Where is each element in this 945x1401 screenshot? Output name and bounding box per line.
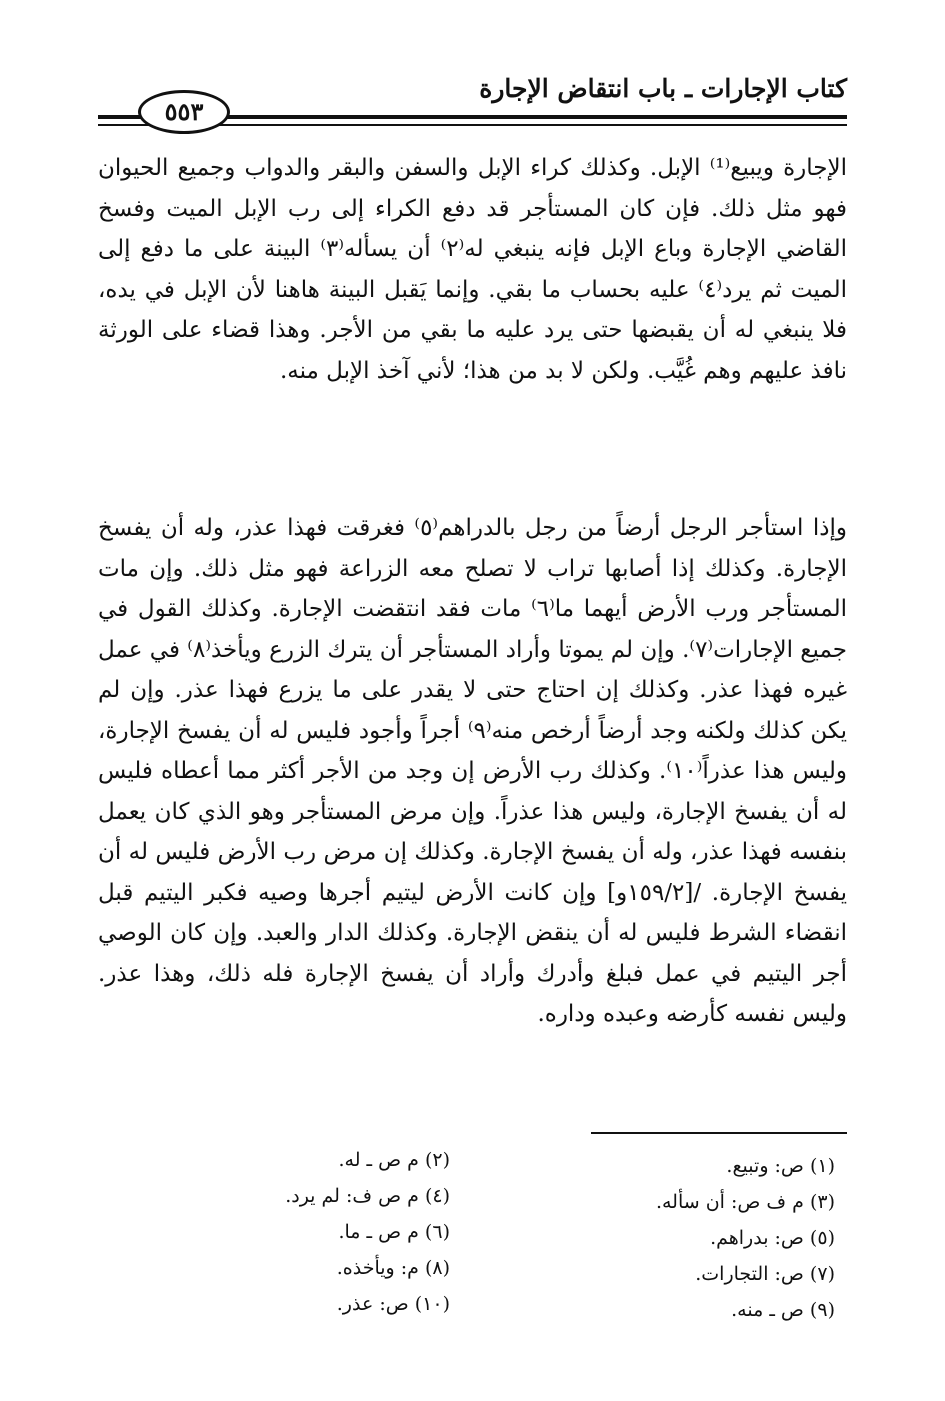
footnote-2: (٢) م ص ـ له.	[338, 1149, 450, 1171]
paragraph-text: وإذا استأجر الرجل أرضاً من رجل بالدراهم⁽٥⁾ فغرقت فهذا عذر، وله أن يفسخ الإجارة. وكذلك إذا أصابها تراب لا تصلح معه الزراعة فهو مثل ذلك. وإن مات المستأجر ورب الأرض أيهما ما⁽٦⁾ مات فقد انتقضت الإجارة. وكذلك القول في جميع الإجارات⁽٧⁾. وإن لم يموتا وأراد المستأجر أن يترك الزرع ويأخذ⁽٨⁾ في عمل غيره فهذا عذر. وكذلك إن احتاج حتى لا يقدر على ما يزرع فهذا عذر. وإن لم يكن كذلك ولكنه وجد أرضاً أرخص منه⁽٩⁾ أجراً وأجود فليس له أن يفسخ الإجارة، وليس هذا عذراً⁽١٠⁾. وكذلك رب الأرض إن وجد من الأجر أكثر مما أعطاه فليس له أن يفسخ الإجارة، وليس هذا عذراً. وإن مرض المستأجر وهو الذي كان يعمل بنفسه فهذا عذر، وله أن يفسخ الإجارة. وكذلك إن مرض رب الأرض فليس له أن يفسخ الإجارة. /[١٥٩/٢و] وإن كانت الأرض ليتيم أجرها وصيه فكبر اليتيم قبل انقضاء الشرط فليس له أن ينقض الإجارة. وكذلك الدار والعبد. وإن كان الوصي أجر اليتيم في عمل فبلغ وأدرك وأراد أن يفسخ الإجارة فله ذلك، وهذا عذر. وليس نفسه كأرضه وعبده وداره.	[98, 515, 848, 1027]
page-number-badge: ٥٥٣	[138, 90, 230, 134]
footnote-5: (٥) ص: بدراهم.	[710, 1227, 835, 1249]
footnote-9: (٩) ص ـ منه.	[731, 1299, 835, 1321]
paragraph-text: الإجارة ويبيع⁽¹⁾ الإبل. وكذلك كراء الإبل والسفن والبقر والدواب وجميع الحيوان فهو مثل ذلك. فإن كان المستأجر قد دفع الكراء إلى رب الإبل الميت وفسخ القاضي الإجارة وباع الإبل فإنه ينبغي له⁽٢⁾ أن يسأله⁽٣⁾ البينة على ما دفع إلى الميت ثم يرد⁽٤⁾ عليه بحساب ما بقي. وإنما يَقبل البينة هاهنا لأن الإبل في يده، فلا ينبغي له أن يقبضها حتى يرد عليه ما بقي من الأجر. وهذا قضاء على الورثة نافذ عليهم وهم غُيَّب. ولكن لا بد من هذا؛ لأني آخذ الإبل منه.	[98, 155, 848, 384]
footnote-1: (١) ص: وتبيع.	[726, 1155, 835, 1177]
footnote-3: (٣) م ف ص: أن سأله.	[655, 1191, 835, 1213]
footnotes-right-column	[656, 1148, 835, 1328]
footnote-8: (٨) م: ويأخذه.	[336, 1257, 450, 1279]
footnote-separator	[591, 1132, 847, 1134]
footnote-6: (٦) م ص ـ ما.	[338, 1221, 450, 1243]
footnote-4: (٤) م ص ف: لم يرد.	[285, 1185, 450, 1207]
body-paragraph-2	[98, 508, 847, 1035]
footnote-10: (١٠) ص: عذر.	[336, 1293, 450, 1315]
footnote-7: (٧) ص: التجارات.	[695, 1263, 835, 1285]
body-paragraph-1	[98, 148, 847, 391]
running-header-title: كتاب الإجارات ـ باب انتقاض الإجارة	[479, 74, 847, 103]
footnotes-left-column	[285, 1142, 450, 1322]
